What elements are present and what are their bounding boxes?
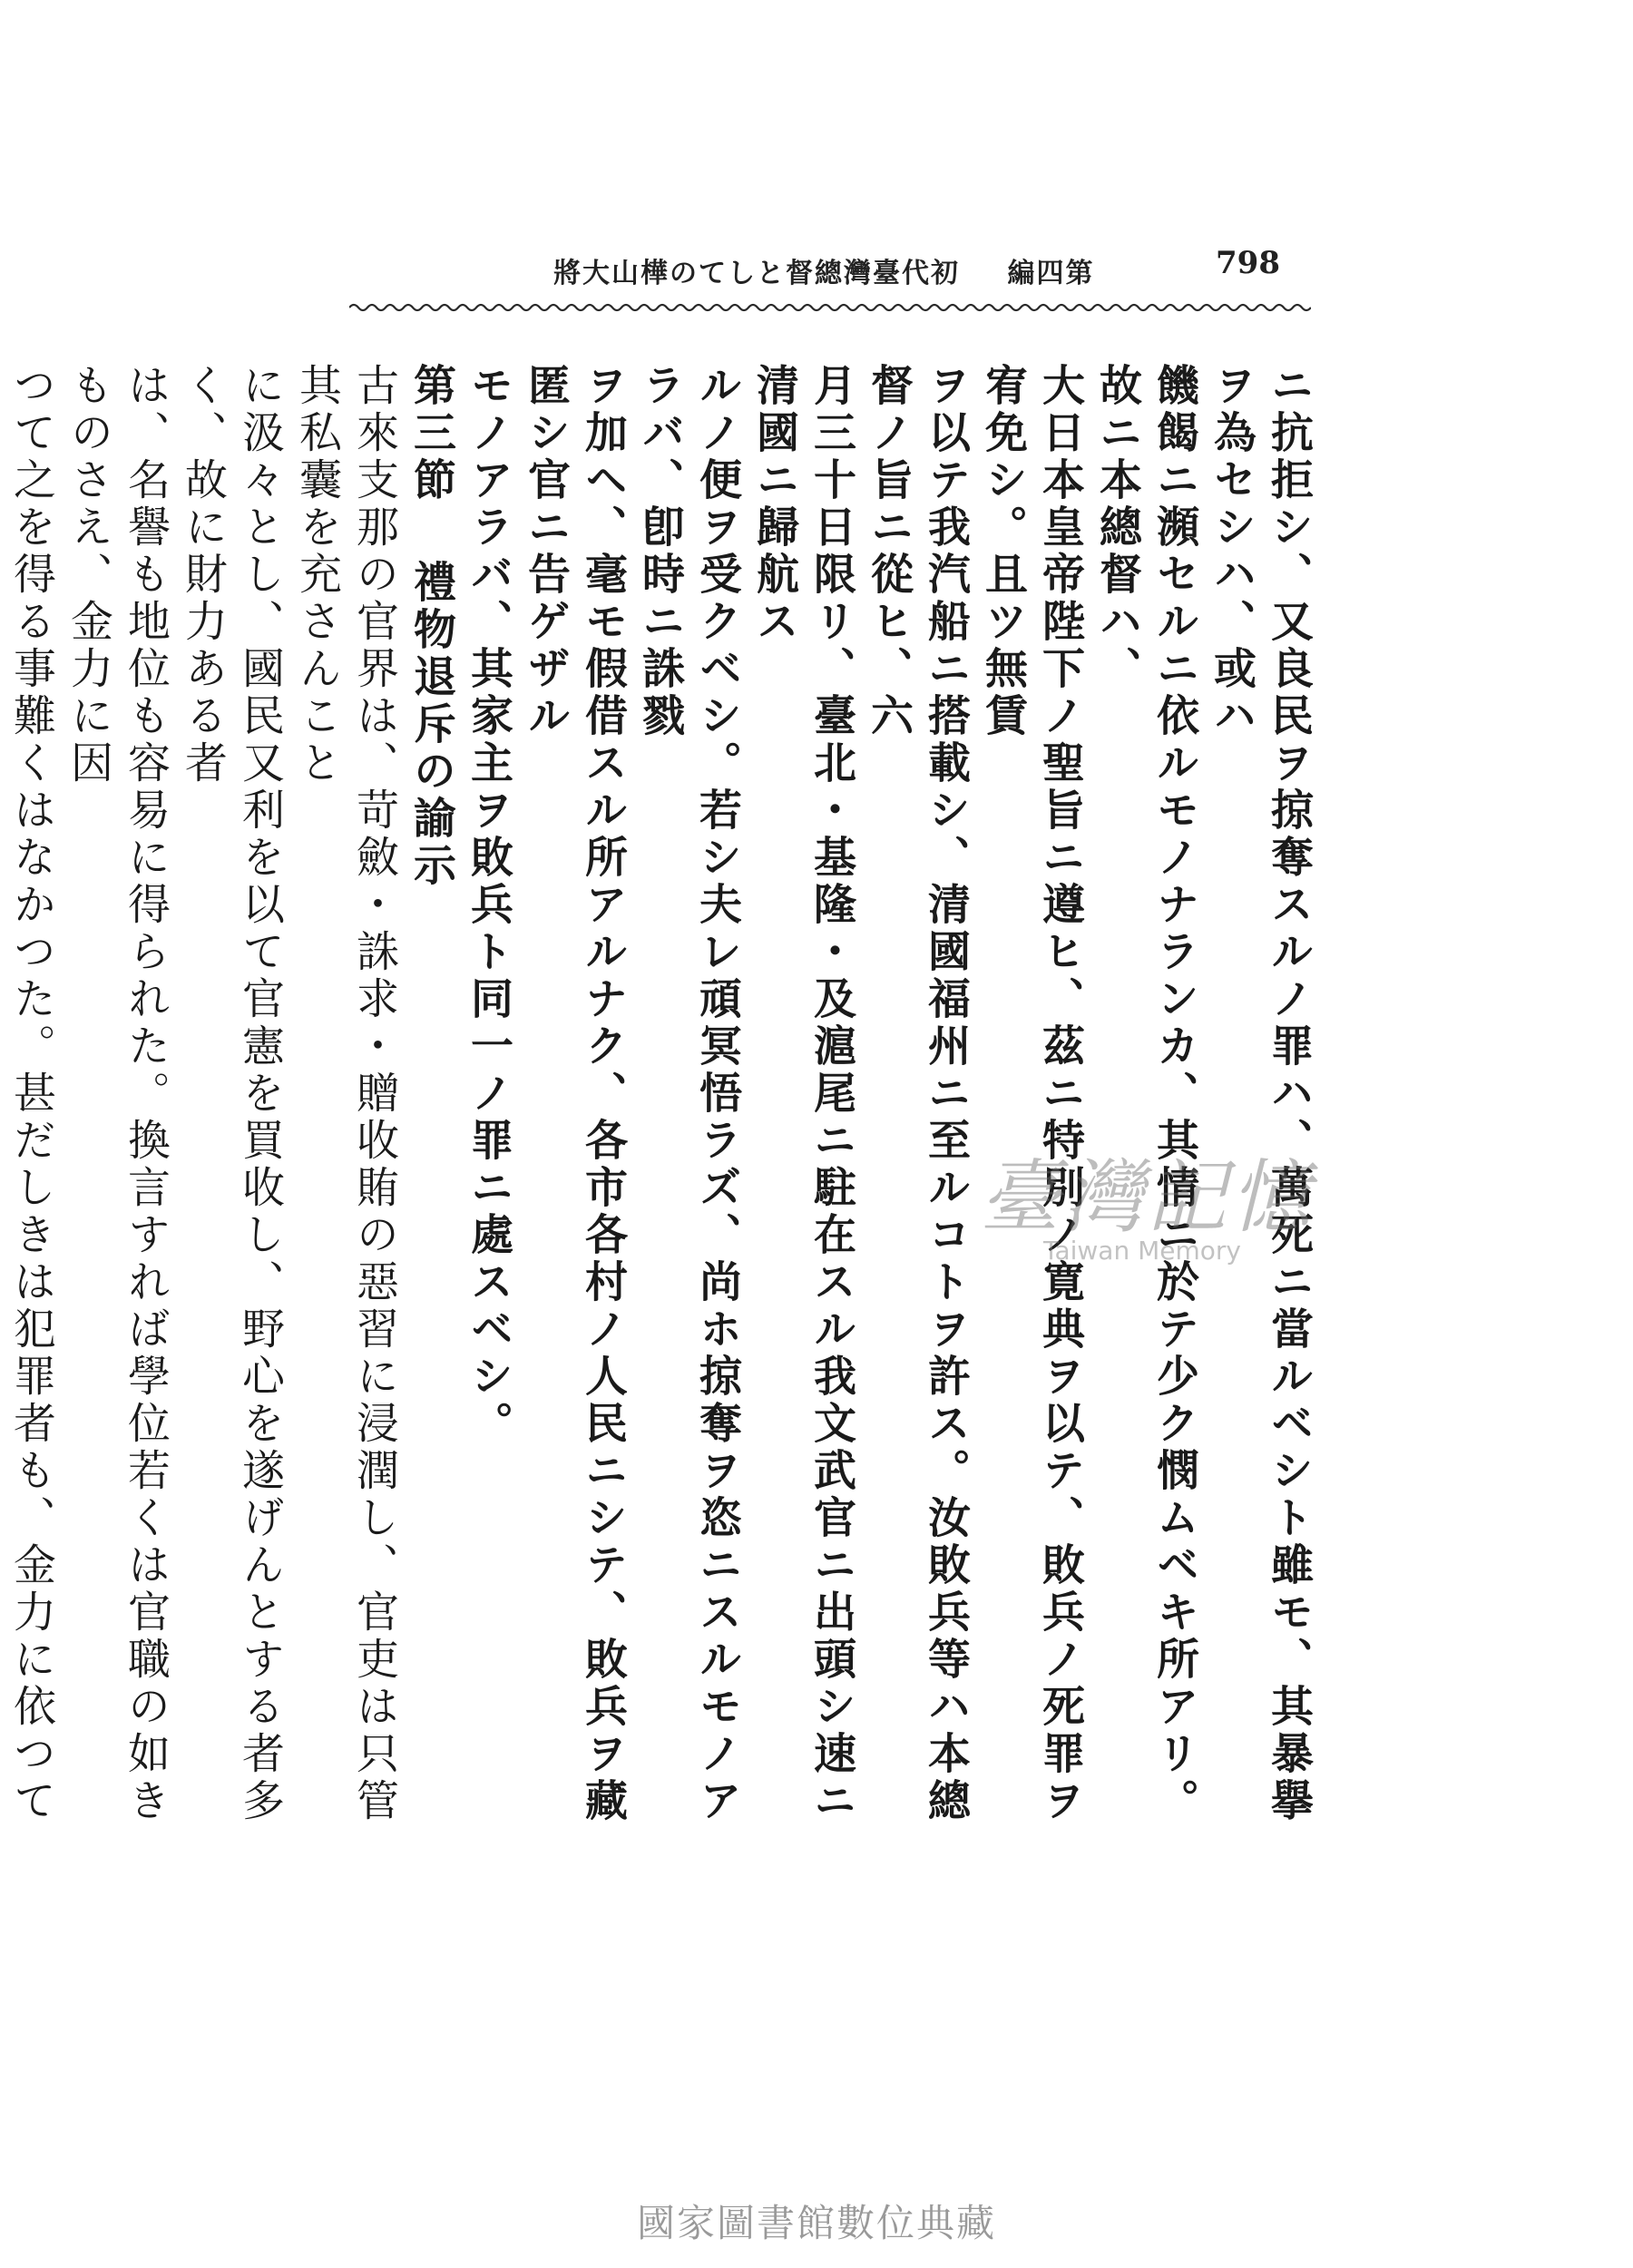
quote-line: 月三十日限リ、臺北・基隆・及滬尾ニ駐在スル我文武官ニ出頭シ速ニ清國ニ歸航ス <box>749 363 856 1825</box>
quote-line: 饑餲ニ瀕セルニ依ルモノナランカ、其情ニ於テ少ク憫ムベキ所アリ。故ニ本總督ハ、 <box>1092 363 1199 1825</box>
quote-line: ヲ以テ我汽船ニ搭載シ、清國福州ニ至ルコトヲ許ス。汝敗兵等ハ本總督ノ旨ニ從ヒ、六 <box>864 363 971 1825</box>
quote-line: モノアラバ、其家主ヲ敗兵ト同一ノ罪ニ處スベシ。 <box>464 363 513 1448</box>
section-heading <box>403 363 460 1833</box>
section-title: 禮物退斥の諭示 <box>406 560 456 891</box>
page-number: 798 <box>1216 245 1280 281</box>
quote-line: 大日本皇帝陛下ノ聖旨ニ遵ヒ、茲ニ特別ノ寛典ヲ以テ、敗兵ノ死罪ヲ宥免シ。且ツ無賃 <box>978 363 1085 1825</box>
proclamation-quote <box>460 363 1317 1833</box>
quote-line: ヲ加ヘ、毫モ假借スル所アルナク、各市各村ノ人民ニシテ、敗兵ヲ藏匿シ官ニ告ゲザル <box>521 363 628 1825</box>
watermark-en: Taiwan Memory <box>1043 1236 1241 1266</box>
body-line: は、名譽も地位も容易に得られた。換言すれば學位若くは官職の如きものさえ、金力に因 <box>64 363 171 1825</box>
body-line: 古來支那の官界は、苛斂・誅求・贈收賄の惡習に浸潤し、官吏は只管其私囊を充さんこと <box>292 363 399 1825</box>
footer-credit: 國家圖書館數位典藏 <box>636 2201 996 2245</box>
running-header <box>553 250 1094 290</box>
body-line: に汲々とし、國民又利を以て官憲を買收し、野心を遂げんとする者多く、故に財力ある者 <box>178 363 285 1825</box>
running-header-series: 第四編 <box>1007 258 1095 289</box>
body-text <box>6 363 1317 1833</box>
watermark-cn: 臺灣記憶 <box>980 1150 1315 1244</box>
quote-line: ニ抗拒シ、又良民ヲ掠奪スルノ罪ハ、萬死ニ當ルベシト雖モ、其暴擧ヲ為セシハ、或ハ <box>1207 363 1314 1825</box>
header-rule <box>349 299 1311 316</box>
body-line: つて之を得る事難くはなかつた。甚だしきは犯罪者も、金力に依つて <box>6 363 56 1825</box>
quote-line: ルノ便ヲ受クベシ。若シ夫レ頑冥悟ラズ、尚ホ掠奪ヲ恣ニスルモノアラバ、卽時ニ誅戮 <box>635 363 742 1825</box>
running-header-chapter: 初代臺灣總督としての樺山大將 <box>553 258 960 289</box>
section-number: 第三節 <box>406 363 456 504</box>
